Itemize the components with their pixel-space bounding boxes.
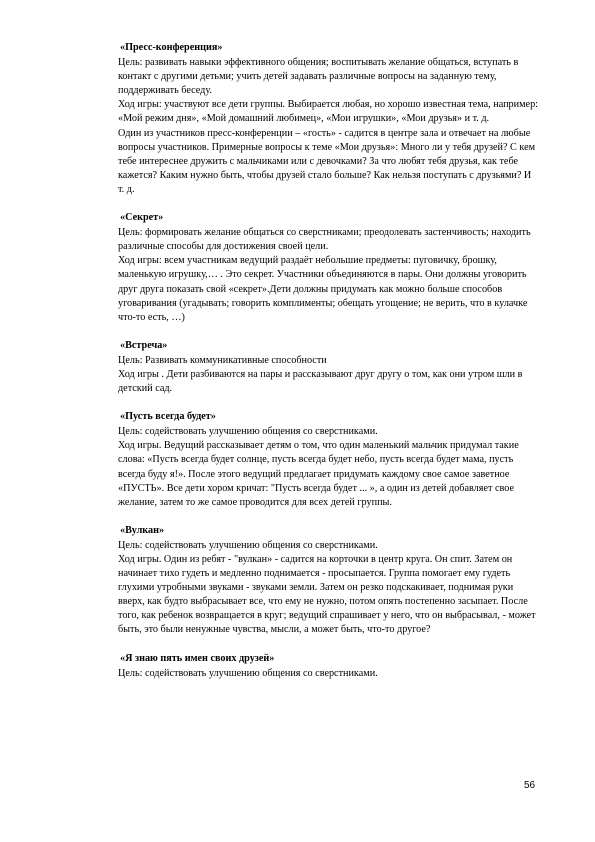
section-paragraph: Цель: развивать навыки эффективного общения; воспитывать желание общаться, вступать в контакт с другими детьми; учить детей задавать различные вопросы на заданную тему, поддерживать беседу. [118,57,519,97]
section-let-there-always-be [118,410,538,510]
section-paragraph: Ход игры . Дети разбиваются на пары и рассказывают друг другу о том, как они утром шли в детский сад. [118,368,523,395]
document-page [118,41,538,681]
section-meeting [118,339,538,396]
section-title: «Я знаю пять имен своих друзей» [120,652,275,664]
section-paragraph: Цель: содействовать улучшению общения со сверстниками. [118,667,378,679]
section-title: «Встреча» [120,339,168,351]
section-paragraph: Цель: формировать желание общаться со сверстниками; преодолевать застенчивость; находить различные способы для достижения своей цели. [118,227,531,253]
section-paragraph: Ход игры. Один из ребят - "вулкан» - садится на корточки в центр круга. Он спит. Затем он начинает тихо гудеть и медленно поднимается - просыпается. Группа помогает ему гудеть глухими утробными звуками - звуками земли. Затем он резко подскакивает, поднимая руки вверх, как будто выбрасывает все, что ему не нужно, потом опять постепенно засыпает. После того, как ребенок возвращается в круг; ведущий спрашивает у него, что он выбрасывал, - может быть, это были ненужные чувства, мысли, а может быть, что-то другое? [118,554,536,636]
section-paragraph: Цель: Развивать коммуникативные способности [118,354,327,366]
section-paragraph: Ход игры. Ведущий рассказывает детям о том, что один маленький мальчик придумал такие слова: «Пусть всегда будет солнце, пусть всегда будет небо, пусть всегда будет мама, пусть всегда буду я!». После этого ведущий предлагает придумать каждому свое самое заветное «ПУСТЬ». Все дети хором кричат: "Пусть всегда будет ... », а один из детей добавляет свое желание, затем то же самое проводится для всех детей группы. [118,440,519,508]
section-title: «Пресс-конференция» [120,42,223,53]
section-title: «Вулкан» [120,524,165,536]
section-volcano [118,524,538,638]
section-five-names [118,652,538,681]
page-number: 56 [524,780,536,791]
section-secret [118,211,538,325]
section-paragraph: Цель: содействовать улучшению общения со сверстниками. [118,426,378,438]
section-paragraph: Ход игры: участвуют все дети группы. Выбирается любая, но хорошо известная тема, например: «Мой режим дня», «Мой домашний любимец», «Мои игрушки», «Мои друзья» и т. д. [118,99,538,125]
section-title: «Пусть всегда будет» [120,411,216,423]
section-paragraph: Один из участников пресс-конференции – «гость» - садится в центре зала и отвечает на любые вопросы участников. Примерные вопросы к теме «Мои друзья»: Много ли у тебя друзей? С кем тебе интереснее дружить с мальчиками или с девочками? За что любят тебя друзья, как тебе кажется? Каким нужно быть, чтобы друзей стало больше? Как нельзя поступать с друзьями? И т. д. [118,127,536,195]
section-title: «Секрет» [120,212,164,224]
section-paragraph: Ход игры: всем участникам ведущий раздаёт небольшие предметы: пуговичку, брошку, маленькую игрушку,… . Это секрет. Участники объединяются в пары. Они должны уговорить друг друга показать свой «секрет».Дети должны придумать как можно больше способов уговаривания (угадывать; говорить комплименты; обещать угощение; не верить, что в кулачке что-то есть, …) [118,255,528,323]
section-paragraph: Цель: содействовать улучшению общения со сверстниками. [118,539,378,551]
section-press-conference [118,41,538,197]
